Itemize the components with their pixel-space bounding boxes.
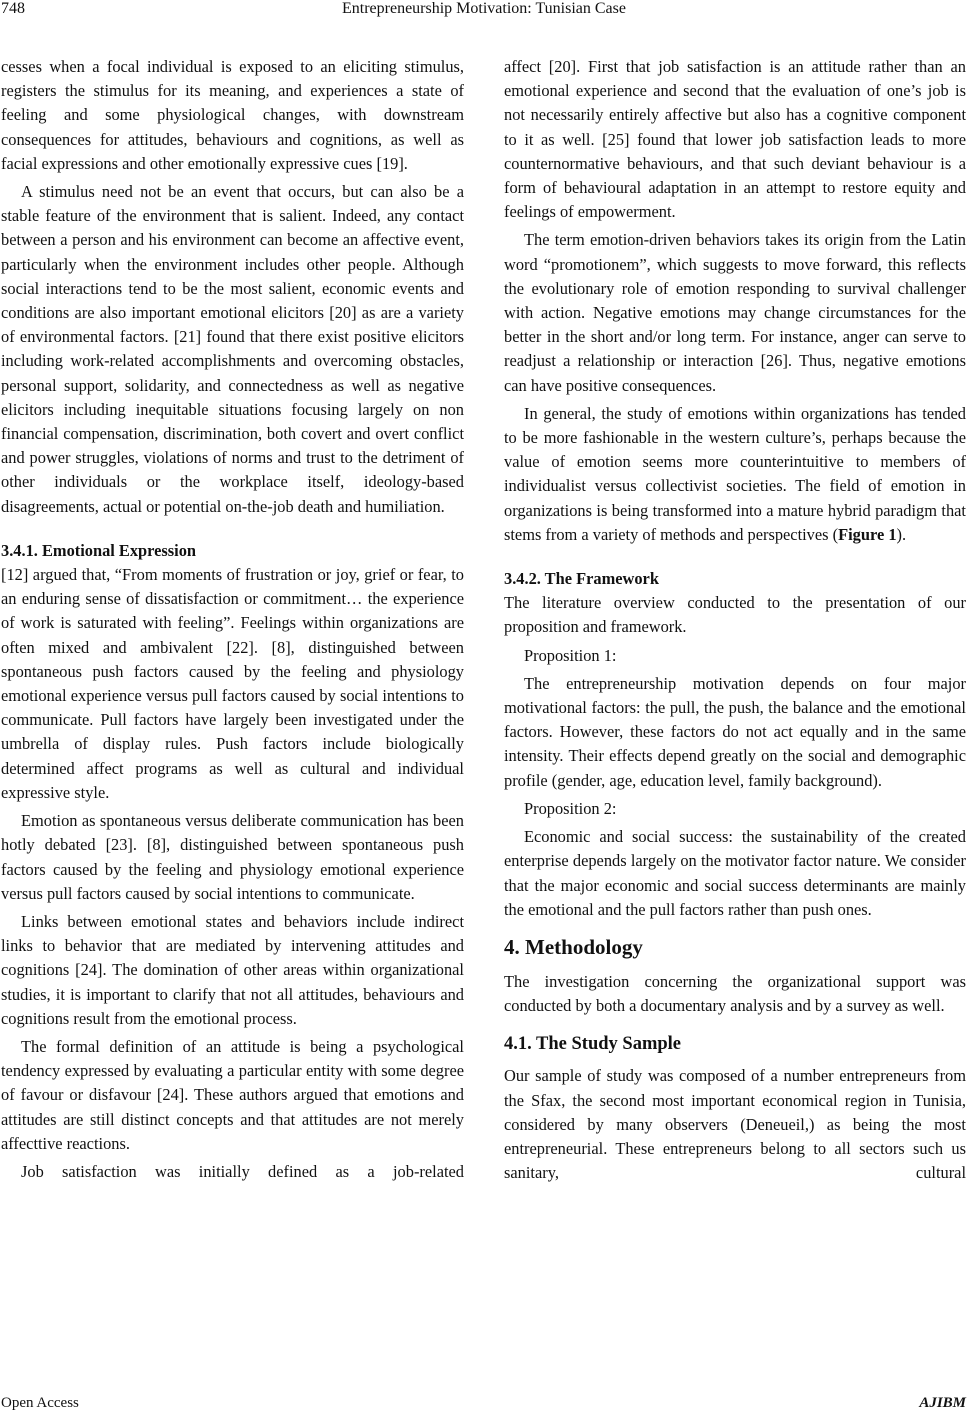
paragraph-text: In general, the study of emotions within organizations has tended to be more fashionable in the western culture’s, perhaps because the value of emotion seems more counterintuitive to members of individualist versus collectivist societies. The field of emotion in organizations is being transformed into a mature hybrid paradigm that stems from a variety of methods and perspectives (: [504, 403, 966, 544]
paragraph-text-end: ).: [896, 524, 907, 544]
paragraph: Job satisfaction was initially defined as a job-related: [21, 1161, 464, 1181]
paragraph: The formal definition of an attitude is being a psychological tendency expressed by evaluating a particular entity with some degree of favour or disfavour [24]. These authors argued that emotions and attitudes are still distinct concepts and that attitudes are not merely affecttive reactions.: [1, 1036, 464, 1153]
section-heading-3-4-2: 3.4.2. The Framework: [504, 569, 659, 589]
paragraph: cesses when a focal individual is exposed to an eliciting stimulus, registers the stimulus for its meaning, and experiences a state of feeling and some physiological changes, with downstream consequences for attitudes, behaviours and cognitions, as well as facial expressions and other emotionally expressive cues [19].: [1, 57, 464, 173]
paragraph: The investigation concerning the organizational support was conducted by both a documentary analysis and by a survey as well.: [504, 971, 966, 1016]
section-heading-4-1: 4.1. The Study Sample: [504, 1034, 681, 1055]
page-number: 748: [1, 0, 25, 17]
paragraph: affect [20]. First that job satisfaction is an attitude rather than an emotional experience and second that the evaluation of one’s job is not necessarily entirely affective but also has a cognitive component to it as well. [25] found that lower job satisfaction leads to more counternormative behaviours, and that such deviant behaviour is a form of behavioural adaptation in an attempt to restore equity and feelings of empowerment.: [504, 57, 966, 222]
open-access-label: Open Access: [1, 1395, 79, 1411]
page-header: [0, 0, 968, 24]
proposition-1-text: The entrepreneurship motivation depends on four major motivational factors: the pull, the push, the balance and the emotional factors. However, these factors do not act equally and in the same intensity. Their effects depend greatly on the social and demographic profile (gender, age, education level, family background).: [504, 673, 966, 790]
paragraph: A stimulus need not be an event that occurs, but can also be a stable feature of the environment that is salient. Indeed, any contact between a person and his environment can become an affective event, particularly when the environment includes other people. Although social interactions tend to be the most salient, economic events and conditions are also important emotional elicitors [20] as are a variety of environmental factors. [21] found that there exist positive elicitors including work-related accomplishments and overcoming obstacles, personal support, solidarity, and connectedness as well as negative elicitors including inequitable situations focusing largely on non financial compensation, discrimination, both covert and overt conflict and power struggles, violations of norms and trust to the detriment of other individuals or the workplace itself, ideology-based disagreements, actual or potential on-the-job death and humiliation.: [1, 182, 464, 516]
running-title: Entrepreneurship Motivation: Tunisian Case: [342, 0, 626, 17]
section-heading-4: 4. Methodology: [504, 934, 643, 959]
right-column: [504, 55, 966, 1189]
paragraph: Our sample of study was composed of a number entrepreneurs from the Sfax, the second most important economical region in Tunisia, considered by many observers (Deneueil,) as being the most entrepreneurial. These entrepreneurs belong to all sectors such us sanitary, cultural: [504, 1066, 966, 1183]
paragraph: The term emotion-driven behaviors takes its origin from the Latin word “promotionem”, which suggests to move forward, this reflects the evolutionary role of emotion responding to survival challenger with action. Negative emotions may change circumstances for the better in the short and/or long term. For instance, anger can serve to readjust a relationship or interaction [26]. Thus, negative emotions can have positive consequences.: [504, 230, 966, 395]
proposition-2-label: Proposition 2:: [524, 798, 617, 818]
paragraph: Links between emotional states and behaviors include indirect links to behavior that are mediated by intervening attitudes and cognitions [24]. The domination of other areas within organizational studies, it is important to clarify that not all attitudes, behaviours and cognitions result from the emotional process.: [1, 911, 464, 1028]
proposition-1-label: Proposition 1:: [524, 645, 617, 665]
paragraph: Emotion as spontaneous versus deliberate communication has been hotly debated [23]. [8], distinguished between spontaneous push factors caused by the feeling and physiology emotional experience versus pull factors caused by social intentions to communicate.: [1, 811, 464, 903]
paragraph: [504, 402, 966, 547]
figure-reference-link[interactable]: Figure 1: [838, 524, 897, 544]
paragraph: The literature overview conducted to the presentation of our proposition and framework.: [504, 593, 966, 637]
section-heading-3-4-1: 3.4.1. Emotional Expression: [1, 540, 197, 560]
proposition-2-text: Economic and social success: the sustainability of the created enterprise depends largely on the motivator factor nature. We consider that the major economic and social success determinants are mainly the emotional and the pull factors rather than push ones.: [504, 827, 966, 919]
paragraph: [12] argued that, “From moments of frustration or joy, grief or fear, to an enduring sense of dissatisfaction or commitment… the experience of work is saturated with feeling”. Feelings within organizations are often mixed and ambivalent [22]. [8], distinguished between spontaneous push factors caused by the feeling and physiology emotional experience versus pull factors caused by social intentions to communicate. Pull factors have largely been investigated under the umbrella of display rules. Push factors include biologically determined affect programs as well as cultural and individual expressive style.: [1, 565, 464, 802]
journal-abbreviation: AJIBM: [919, 1395, 966, 1411]
left-column: [1, 55, 464, 1188]
